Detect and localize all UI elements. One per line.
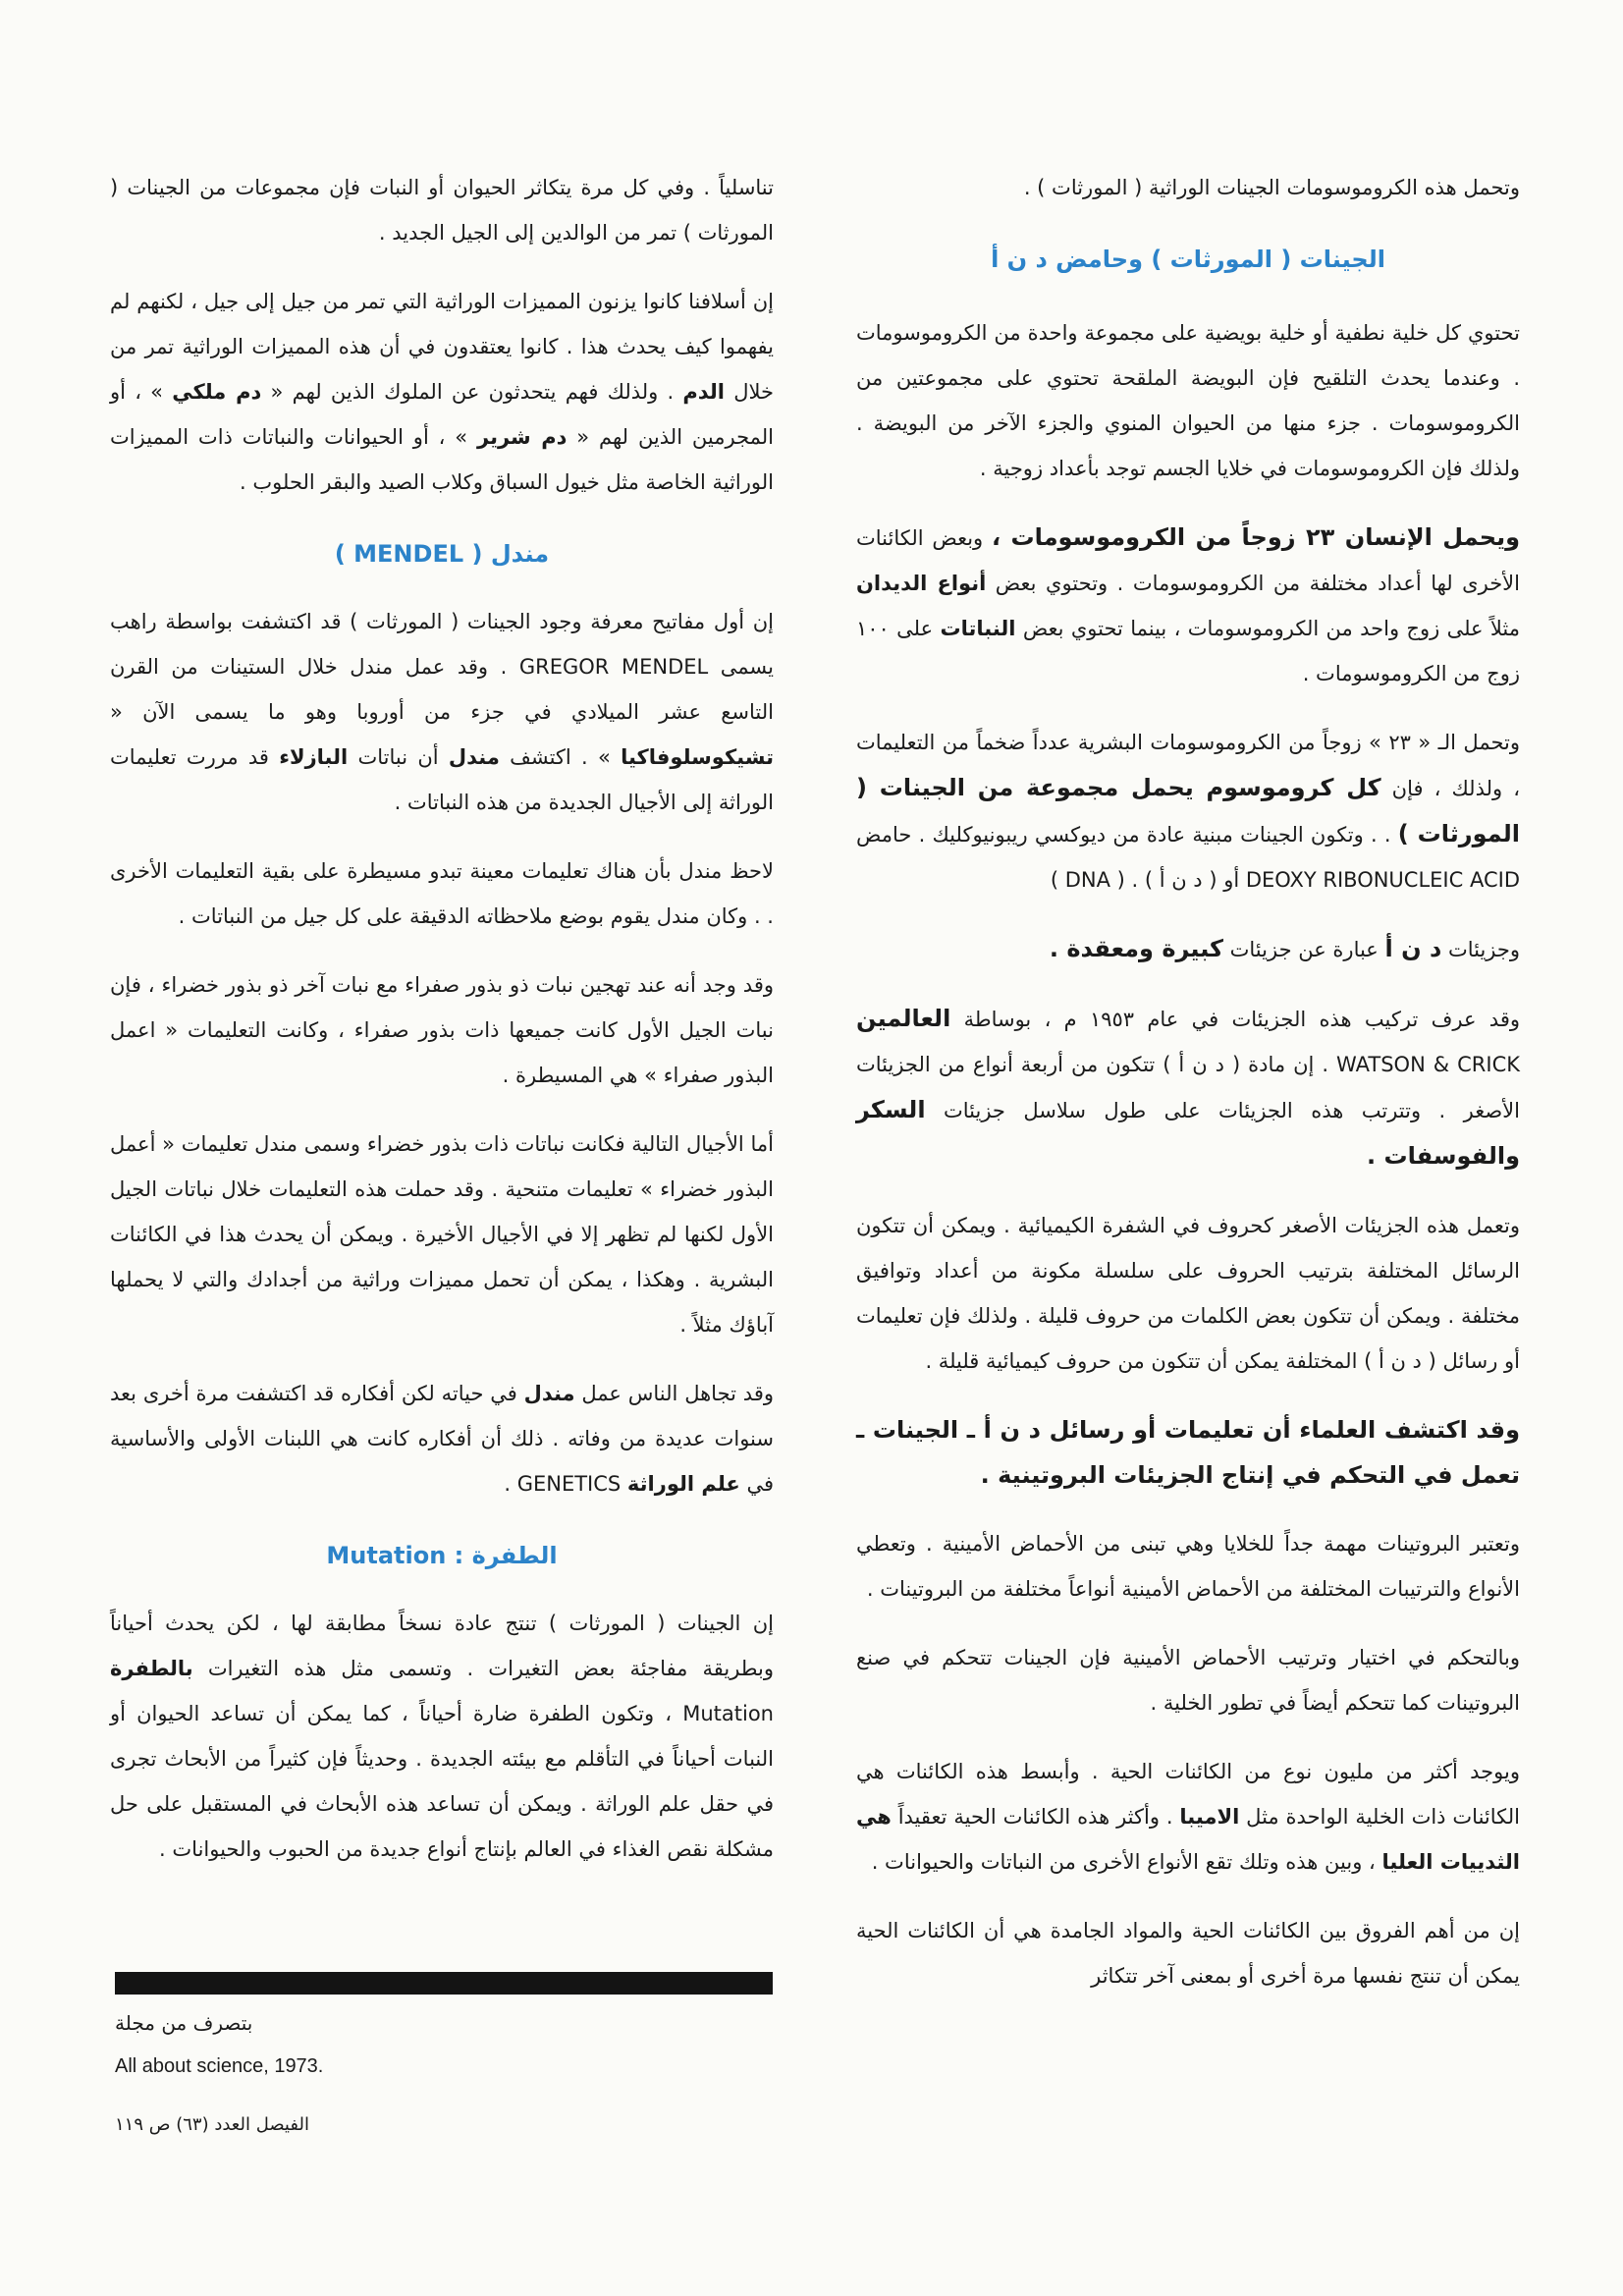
- emphasis-text: ويحمل الإنسان ٢٣ زوجاً من الكروموسومات ،: [991, 523, 1520, 551]
- paragraph: تحتوي كل خلية نطفية أو خلية بويضية على مجموعة واحدة من الكروموسومات . وعندما يحدث التلقيح فإن البويضة الملقحة تحتوي على مجموعتين من الكروموسومات . جزء منها من الحيوان المنوي والجزء الآخر من البويضة . ولذلك فإن الكروموسومات في خلايا الجسم توجد بأعداد زوجية .: [856, 321, 1520, 480]
- source-english: All about science, 1973.: [115, 2055, 324, 2077]
- paragraph: أما الأجيال التالية فكانت نباتات ذات بذور خضراء وسمى مندل تعليمات « أعمل البذور خضراء » تعليمات متنحية . وقد حملت هذه التعليمات خلال نباتات الجيل الأول لكنها لم تظهر إلا في الأجيال الأخيرة . ويمكن أن يحدث هذا في الكائنات البشرية . وهكذا ، يمكن أن تحمل مميزات وراثية من أجدادك والتي لا يحملها آباؤك مثلاً .: [110, 1132, 774, 1337]
- paragraph: وتعتبر البروتينات مهمة جداً للخلايا وهي تبنى من الأحماض الأمينية . وتعطي الأنواع والترتيبات المختلفة من الأحماض الأمينية أنواعاً مختلفة من البروتينات .: [856, 1532, 1520, 1601]
- paragraph: وتحمل الـ « ٢٣ » زوجاً من الكروموسومات البشرية عدداً ضخماً من التعليمات ، ولذلك ، فإن كل كروموسوم يحمل مجموعة من الجينات ( المورثات ) . . وتكون الجينات مبنية عادة من ديوكسي ريبونيوكليك . حامض DEOXY RIBONUCLEIC ACID أو ( د ن أ ) . ( DNA ): [856, 731, 1520, 892]
- paragraph: إن من أهم الفروق بين الكائنات الحية والمواد الجامدة هي أن الكائنات الحية يمكن أن تنتج نفسها مرة أخرى أو بمعنى آخر تتكاثر: [856, 1919, 1520, 1988]
- source-credit: [115, 2001, 773, 2088]
- paragraph: ويوجد أكثر من مليون نوع من الكائنات الحية . وأبسط هذه الكائنات هي الكائنات ذات الخلية الواحدة مثل الاميبا . وأكثر هذه الكائنات الحية تعقيداً هي الثدييات العليا ، وبين هذه وتلك تقع الأنواع الأخرى من النباتات والحيوانات .: [856, 1760, 1520, 1874]
- source-arabic: بتصرف من مجلة: [115, 2011, 253, 2035]
- right-intro: وتحمل هذه الكروموسومات الجينات الوراثية ( المورثات ) .: [1023, 176, 1520, 199]
- paragraph: إن أسلافنا كانوا يزنون المميزات الوراثية التي تمر من جيل إلى جيل ، لكنهم لم يفهموا كيف يحدث هذا . كانوا يعتقدون في أن هذه المميزات الوراثية تمر من خلال الدم . ولذلك فهم يتحدثون عن الملوك الذين لهم « دم ملكي » ، أو المجرمين الذين لهم « دم شرير » ، أو الحيوانات والنباتات ذات المميزات الوراثية الخاصة مثل خيول السباق وكلاب الصيد والبقر الحلوب .: [110, 290, 775, 494]
- heading-mutation: الطفرة : Mutation: [326, 1542, 558, 1569]
- page-footer: الفيصل العدد (٦٣) ص ١١٩: [115, 2114, 309, 2135]
- paragraph: إن الجينات ( المورثات ) تنتج عادة نسخاً مطابقة لها ، لكن يحدث أحياناً وبطريقة مفاجئة بعض التغيرات . وتسمى مثل هذه التغيرات بالطفرة Mutation ، وتكون الطفرة ضارة أحياناً ، كما يمكن أن تساعد الحيوان أو النبات أحياناً في التأقلم مع بيئته الجديدة . وحديثاً فإن كثيراً من الأبحاث تجرى في حقل علم الوراثة . ويمكن أن تساعد هذه الأبحاث في المستقبل على حل مشكلة نقص الغذاء في العالم بإنتاج أنواع جديدة من الحبوب والحيوانات .: [110, 1612, 774, 1861]
- paragraph: وجزيئات د ن أ عبارة عن جزيئات كبيرة ومعقدة .: [1049, 935, 1520, 962]
- paragraph: ويحمل الإنسان ٢٣ زوجاً من الكروموسومات ، وبعض الكائنات الأخرى لها أعداد مختلفة من الكروموسومات . وتحتوي بعض أنواع الديدان مثلاً على زوج واحد من الكروموسومات ، بينما تحتوي بعض النباتات على ١٠٠ زوج من الكروموسومات .: [856, 523, 1521, 685]
- paragraph: إن أول مفاتيح معرفة وجود الجينات ( المورثات ) قد اكتشفت بواسطة راهب يسمى GREGOR MENDEL . وقد عمل مندل خلال الستينات من القرن التاسع عشر الميلادي في جزء من أوروبا وهو ما يسمى الآن « تشيكوسلوفاكيا » . اكتشف مندل أن نباتات البازلاء قد مررت تعليمات الوراثة إلى الأجيال الجديدة من هذه النباتات .: [110, 610, 774, 814]
- right-column: [856, 165, 1520, 2022]
- left-column: [110, 165, 774, 1895]
- divider-bar: [115, 1972, 773, 1995]
- paragraph: وقد تجاهل الناس عمل مندل في حياته لكن أفكاره قد اكتشفت مرة أخرى بعد سنوات عديدة من وفاته . ذلك أن أفكاره كانت هي اللبنات الأولى والأساسية في علم الوراثة GENETICS .: [110, 1382, 774, 1496]
- paragraph: تناسلياً . وفي كل مرة يتكاثر الحيوان أو النبات فإن مجموعات من الجينات ( المورثات ) تمر من الوالدين إلى الجيل الجديد .: [110, 176, 774, 245]
- paragraph: وتعمل هذه الجزيئات الأصغر كحروف في الشفرة الكيميائية . ويمكن أن تتكون الرسائل المختلفة بترتيب الحروف على سلسلة مكونة من أعداد وتوافيق مختلفة . ويمكن أن تتكون بعض الكلمات من حروف قليلة . ولذلك فإن تعليمات أو رسائل ( د ن أ ) المختلفة يمكن أن تتكون من حروف كيميائية قليلة .: [856, 1214, 1520, 1373]
- paragraph: وقد عرف تركيب هذه الجزيئات في عام ١٩٥٣ م ، بوساطة العالمين WATSON & CRICK . إن مادة ( د ن أ ) تتكون من أربعة أنواع من الجزيئات الأصغر . وتترتب هذه الجزيئات على طول سلاسل جزيئات السكر والفوسفات .: [856, 1005, 1520, 1170]
- paragraph-emphasis: وقد اكتشف العلماء أن تعليمات أو رسائل د ن أ ـ الجينات ـ تعمل في التحكم في إنتاج الجزيئات البروتينية .: [856, 1416, 1520, 1489]
- heading-mendel: مندل ( MENDEL ): [334, 540, 550, 568]
- paragraph: وبالتحكم في اختيار وترتيب الأحماض الأمينية فإن الجينات تتحكم في صنع البروتينات كما تتحكم أيضاً في تطور الخلية .: [856, 1646, 1520, 1715]
- paragraph: لاحظ مندل بأن هناك تعليمات معينة تبدو مسيطرة على بقية التعليمات الأخرى . . وكان مندل يقوم بوضع ملاحظاته الدقيقة على كل جيل من النباتات .: [110, 859, 774, 928]
- paragraph: وقد وجد أنه عند تهجين نبات ذو بذور صفراء مع نبات آخر ذو بذور خضراء ، فإن نبات الجيل الأول كانت جميعها ذات بذور صفراء ، وكانت التعليمات « اعمل البذور صفراء » هي المسيطرة .: [110, 973, 774, 1087]
- heading-genes-dna: الجينات ( المورثات ) وحامض د ن أ: [991, 246, 1385, 273]
